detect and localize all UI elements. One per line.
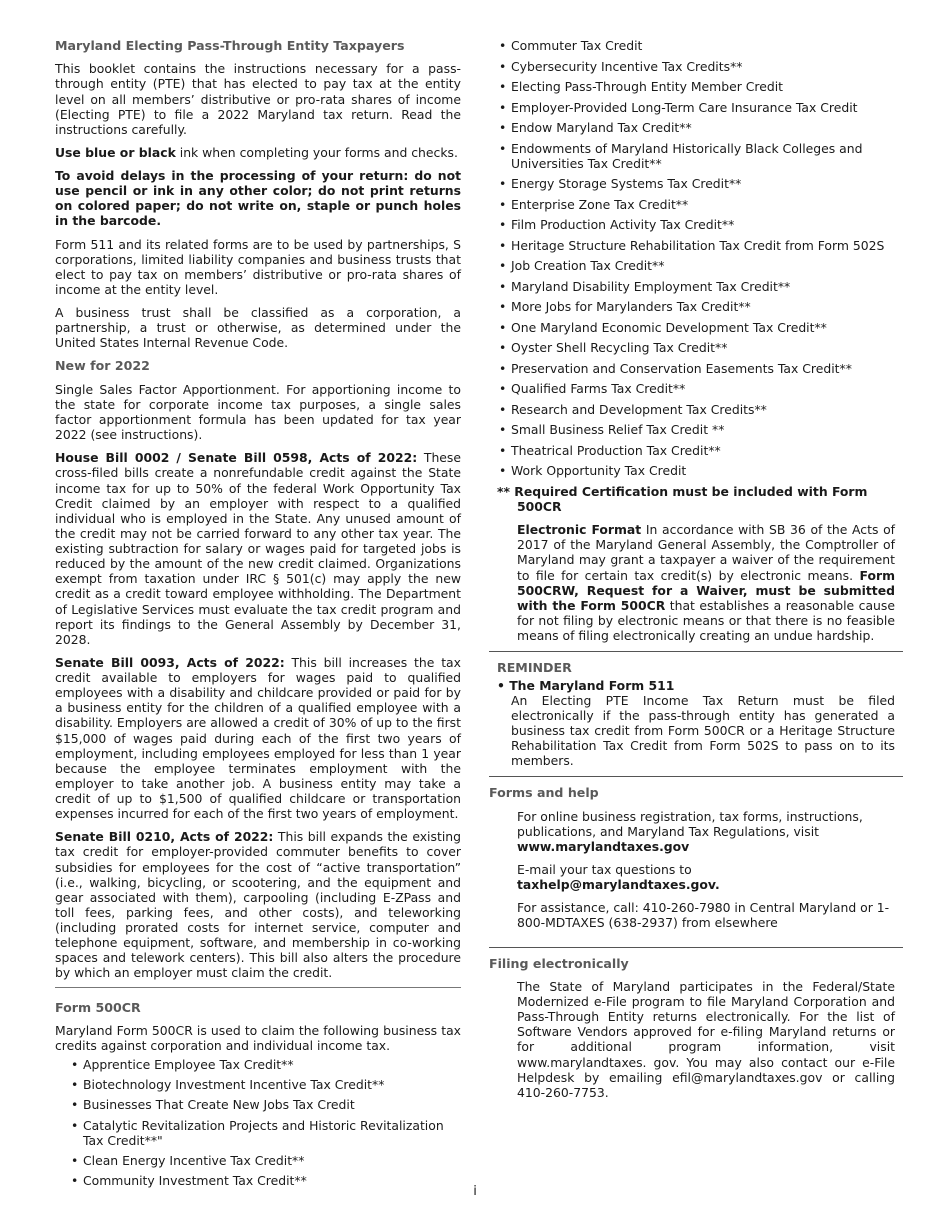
list-item: • Enterprise Zone Tax Credit** <box>497 197 895 212</box>
forms-divider <box>489 776 903 777</box>
reminder-text: An Electing PTE Income Tax Return must be filed electronically if the pass-through entity has generated a business tax credit from Form 500CR or a Heritage Structure Rehabilitation Tax Credit from Form 502S to pass on to its members. <box>511 692 895 769</box>
filing-divider <box>489 947 903 948</box>
list-item: • Catalytic Revitalization Projects and Historic Revitalization Tax Credit**" <box>69 1118 461 1148</box>
list-item: • Heritage Structure Rehabilitation Tax Credit from Form 502S <box>497 238 895 253</box>
list-item: • Energy Storage Systems Tax Credit** <box>497 176 895 191</box>
list-item: • Qualified Farms Tax Credit** <box>497 381 895 396</box>
list-item: • Small Business Relief Tax Credit ** <box>497 422 895 437</box>
sb0093-text: This bill increases the tax credit available to employers for wages paid to qualified employees with a disability and childcare provided or paid for by a business entity for the children of a qualified employee with a disability. Employers are allowed a credit of 30% of up to the first $15,000 of wages paid during each of the first two years of employment, including employees employed for less than 1 year because the employee terminates employment with the employer to take another job. A business entity may take a credit of up to $1,500 of qualified childcare or transportation expenses incurred for each of the first two years of employment. <box>55 654 461 822</box>
list-item: • Community Investment Tax Credit** <box>69 1173 461 1188</box>
page-number: i <box>473 1184 477 1199</box>
business-trust-paragraph: A business trust shall be classified as a corporation, a partnership, a trust or otherwise, as determined under the United States Internal Revenue Code. <box>55 305 461 351</box>
list-item: • Cybersecurity Incentive Tax Credits** <box>497 59 895 74</box>
list-item: • Job Creation Tax Credit** <box>497 258 895 273</box>
form511-paragraph: Form 511 and its related forms are to be used by partnerships, S corporations, limited liability companies and business trusts that elect to pay tax on members’ distributive or pro-rata shares of income at the entity level. <box>55 236 461 297</box>
email-text: E-mail your tax questions to <box>517 862 692 878</box>
list-item: • Endow Maryland Tax Credit** <box>497 120 895 135</box>
list-item: • Film Production Activity Tax Credit** <box>497 217 895 232</box>
forms-help-heading: Forms and help <box>489 785 599 801</box>
form500crw-note: Form 500CRW, Request for a Waiver, must be submitted with the Form 500CR <box>517 567 895 613</box>
sb0210-title: Senate Bill 0210, Acts of 2022: <box>55 829 274 845</box>
processing-warning: To avoid delays in the processing of your return: do not use pencil or ink in any other color; do not print returns on colored paper; do not write on, staple or punch holes in the barcode. <box>55 168 461 229</box>
reminder-item-title: The Maryland Form 511 <box>509 677 675 693</box>
list-item: • Electing Pass-Through Entity Member Credit <box>497 79 895 94</box>
list-item: • Employer-Provided Long-Term Care Insurance Tax Credit <box>497 100 895 115</box>
email-address[interactable]: taxhelp@marylandtaxes.gov. <box>517 877 720 893</box>
credit-list-left <box>55 1057 461 1188</box>
list-item: • Research and Development Tax Credits** <box>497 402 895 417</box>
electronic-format-text-2: that establishes a reasonable cause for not filing by electronic means or that there is no feasible means of filing electronically creating an undue hardship. <box>517 597 895 644</box>
list-item: • Maryland Disability Employment Tax Credit** <box>497 279 895 294</box>
list-item: • Clean Energy Incentive Tax Credit** <box>69 1153 461 1168</box>
sb0210-text: This bill expands the existing tax credit for employer-provided commuter benefits to cover subsidies for employees for the cost of “active transportation” (i.e., walking, bicycling, or scootering, and the equipment and gear associated with them), carpooling (including E-ZPass and toll fees, parking fees, and other costs), and teleworking (including prorated costs for internet service, computer and telephone equipment, software, and membership in co-working spaces and telework centers). This bill also alters the procedure by which an employer must claim the credit. <box>55 829 461 981</box>
hb0002-title: House Bill 0002 / Senate Bill 0598, Acts of 2022: <box>55 450 418 466</box>
list-item: • Apprentice Employee Tax Credit** <box>69 1057 461 1072</box>
single-sales-paragraph: Single Sales Factor Apportionment. For apportioning income to the state for corporate income tax purposes, a single sales factor apportionment formula has been updated for tax year 2022 (see instructions). <box>55 381 461 443</box>
page-title: Maryland Electing Pass-Through Entity Taxpayers <box>55 38 405 53</box>
intro-paragraph: This booklet contains the instructions necessary for a pass-through entity (PTE) that has elected to pay tax at the entity level on all members’ distributive or pro-rata shares of income (Electing PTE) to file a 2022 Maryland tax return. Read the instructions carefully. <box>55 61 461 137</box>
filing-text: The State of Maryland participates in the Federal/State Modernized e-File program to file Maryland Corporation and Pass-Through Entity returns electronically. For the list of Software Vendors approved for e-filing Maryland returns or for additional program information, visit www.marylandtaxes. gov. You may also contact our e-File Helpdesk by emailing efil@marylandtaxes.gov or calling 410-260-7753. <box>517 978 895 1100</box>
hb0002-text: These cross-filed bills create a nonrefundable credit against the State income tax for up to 50% of the federal Work Opportunity Tax Credit claimed by an employer with respect to a qualified individual who is employed in the State. Any unused amount of the credit may not be carried forward to any other tax year. The existing subtraction for salary or wages paid for targeted jobs is reduced by the amount of the new credit claimed. Organizations exempt from taxation under IRC § 501(c) may apply the new credit as a credit toward employee withholding. The Department of Legislative Services must evaluate the tax credit program and report its findings to the General Assembly by December 31, 2028. <box>55 450 461 647</box>
filing-heading: Filing electronically <box>489 955 629 971</box>
left-column <box>55 38 461 1193</box>
list-item: • Oyster Shell Recycling Tax Credit** <box>497 340 895 355</box>
list-item: • Work Opportunity Tax Credit <box>497 463 895 478</box>
sb0093-title: Senate Bill 0093, Acts of 2022: <box>55 654 285 670</box>
form500cr-intro: Maryland Form 500CR is used to claim the following business tax credits against corporation and individual income tax. <box>55 1022 461 1054</box>
electronic-format-text: In accordance with SB 36 of the Acts of 2017 of the Maryland General Assembly, the Comptroller of Maryland may grant a taxpayer a waiver of the requirement to file for certain tax credit(s) by electronic means. <box>517 522 896 583</box>
sb0093-paragraph <box>55 655 461 821</box>
form500cr-heading: Form 500CR <box>55 999 141 1015</box>
electronic-format-title: Electronic Format <box>517 522 642 538</box>
ink-instruction <box>55 145 461 160</box>
electronic-format-paragraph <box>497 522 895 643</box>
reminder-heading: REMINDER <box>497 660 572 676</box>
list-item: • Theatrical Production Tax Credit** <box>497 443 895 458</box>
hb0002-paragraph <box>55 450 461 647</box>
list-item: • Biotechnology Investment Incentive Tax Credit** <box>69 1077 461 1092</box>
certification-note: ** Required Certification must be included with Form 500CR <box>497 483 868 515</box>
list-item: • Commuter Tax Credit <box>497 38 895 53</box>
reminder-item: • The Maryland Form 511 <box>497 677 675 693</box>
forms-text: For online business registration, tax forms, instructions, publications, and Maryland Tax Regulations, visit <box>517 808 863 839</box>
list-item: • Preservation and Conservation Easements Tax Credit** <box>497 361 895 376</box>
ink-bold: Use blue or black <box>55 144 176 160</box>
new-for-2022-heading: New for 2022 <box>55 358 150 374</box>
assistance-text: For assistance, call: 410-260-7980 in Central Maryland or 1-800-MDTAXES (638-2937) from elsewhere <box>517 900 890 931</box>
right-column <box>489 38 896 1108</box>
reminder-divider <box>489 651 903 652</box>
list-item: • One Maryland Economic Development Tax Credit** <box>497 320 895 335</box>
list-item: • Endowments of Maryland Historically Black Colleges and Universities Tax Credit** <box>497 141 895 171</box>
list-item: • More Jobs for Marylanders Tax Credit** <box>497 299 895 314</box>
sb0210-paragraph <box>55 829 461 980</box>
forms-url[interactable]: www.marylandtaxes.gov <box>517 838 690 854</box>
section-divider <box>55 987 461 988</box>
list-item: • Businesses That Create New Jobs Tax Credit <box>69 1097 461 1112</box>
credit-list-right <box>497 38 895 479</box>
ink-rest: ink when completing your forms and checks. <box>175 144 458 160</box>
